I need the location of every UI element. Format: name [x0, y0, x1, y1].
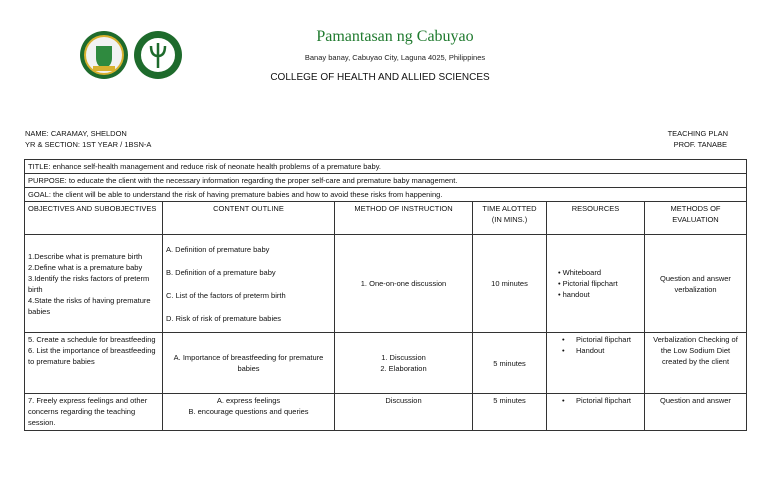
- university-seal-logo: [79, 30, 129, 80]
- table-row: [25, 235, 747, 333]
- professor-name: PROF. TANABE: [673, 140, 728, 149]
- resources-cell: • Pictorial flipchart: [547, 394, 645, 431]
- content-cell: A. Importance of breastfeeding for premature babies: [163, 333, 335, 394]
- content-cell: A. Definition of premature baby B. Definition of a premature baby C. List of the factors of preterm birth D. Risk of risk of premature babies: [163, 235, 335, 333]
- plan-purpose: PURPOSE: to educate the client with the necessary information regarding the proper self-care and premature baby management.: [25, 174, 747, 188]
- document-type: TEACHING PLAN: [667, 129, 728, 138]
- objectives-cell: 5. Create a schedule for breastfeeding 6. List the importance of breastfeeding to premature babies: [25, 333, 163, 394]
- time-cell: 5 minutes: [473, 333, 547, 394]
- student-info: [25, 128, 151, 150]
- col-resources: RESOURCES: [547, 202, 645, 235]
- time-cell: 5 minutes: [473, 394, 547, 431]
- col-evaluation: METHODS OF EVALUATION: [645, 202, 747, 235]
- time-cell: 10 minutes: [473, 235, 547, 333]
- year-section: YR & SECTION: 1ST YEAR / 1BSN-A: [25, 140, 152, 149]
- method-cell: 1. Discussion 2. Elaboration: [335, 333, 473, 394]
- resources-cell: • Pictorial flipchart • Handout: [547, 333, 645, 394]
- plan-title: TITLE: enhance self-health management and reduce risk of neonate health problems of a premature baby.: [25, 160, 747, 174]
- college-seal-logo: [133, 30, 183, 80]
- col-content: CONTENT OUTLINE: [163, 202, 335, 235]
- objectives-cell: 1.Describe what is premature birth 2.Define what is a premature baby 3.Identify the risks factors of preterm birth 4.State the risks of having premature babies: [25, 235, 163, 333]
- university-address: Banay banay, Cabuyao City, Laguna 4025, Philippines: [304, 53, 486, 62]
- col-objectives: OBJECTIVES AND SUBOBJECTIVES: [25, 202, 163, 235]
- table-row: [25, 333, 747, 394]
- evaluation-cell: Question and answer: [645, 394, 747, 431]
- plan-goal: GOAL: the client will be able to understand the risk of having premature babies and how to avoid these risks from happening.: [25, 188, 747, 202]
- college-name: COLLEGE OF HEALTH AND ALLIED SCIENCES: [270, 72, 490, 83]
- resources-cell: • Whiteboard • Pictorial flipchart • handout: [547, 235, 645, 333]
- university-name: Pamantasan ng Cabuyao: [316, 28, 474, 45]
- method-cell: 1. One-on-one discussion: [335, 235, 473, 333]
- teaching-plan-table: [24, 159, 746, 431]
- table-row: [25, 394, 747, 431]
- method-cell: Discussion: [335, 394, 473, 431]
- evaluation-cell: Question and answer verbalization: [645, 235, 747, 333]
- col-method: METHOD OF INSTRUCTION: [335, 202, 473, 235]
- evaluation-cell: Verbalization Checking of the Low Sodium Diet created by the client: [645, 333, 747, 394]
- content-cell: A. express feelings B. encourage questions and queries: [163, 394, 335, 431]
- student-name: NAME: CARAMAY, SHELDON: [25, 129, 127, 138]
- objectives-cell: 7. Freely express feelings and other concerns regarding the teaching session.: [25, 394, 163, 431]
- plan-info: [668, 128, 728, 150]
- col-time: TIME ALOTTED (IN MINS.): [473, 202, 547, 235]
